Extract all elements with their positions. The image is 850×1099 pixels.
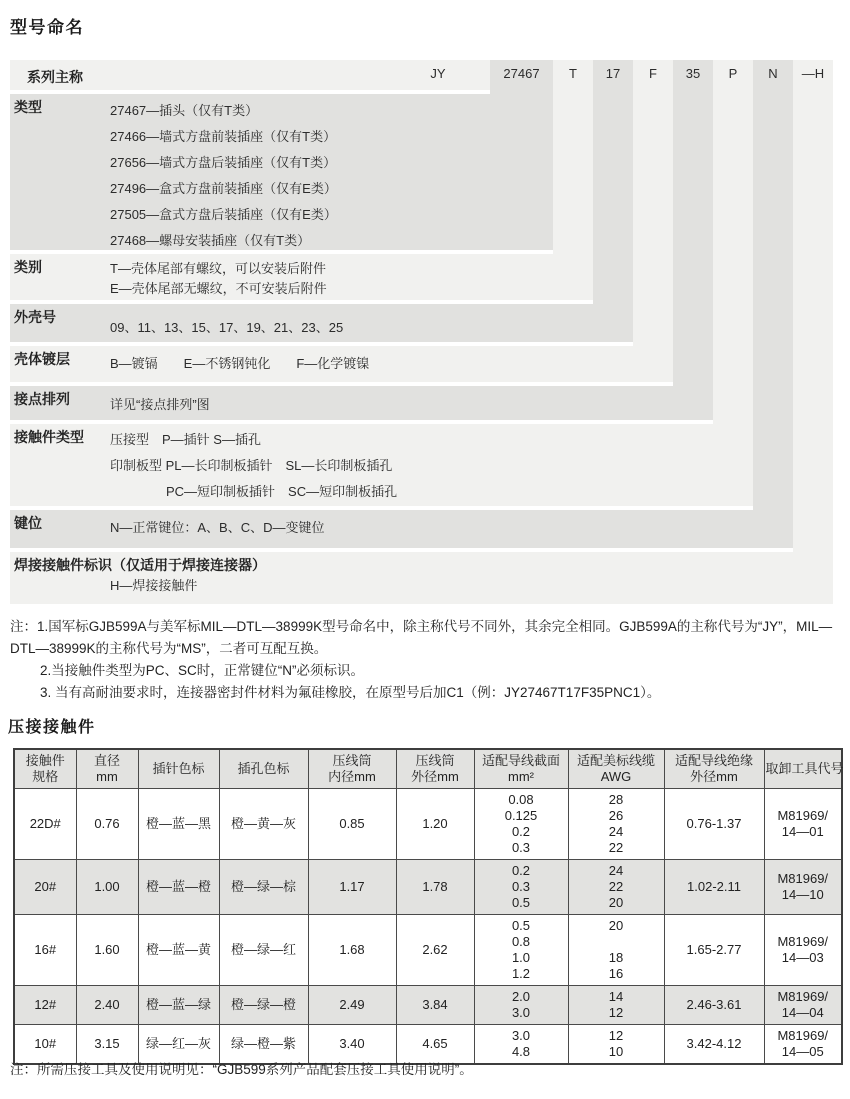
table-cell: 3.0 4.8	[474, 1025, 568, 1065]
column-header: 插针色标	[138, 749, 219, 789]
table-cell: 2.40	[76, 986, 138, 1025]
insert-arrangement-note: 详见“接点排列”图	[110, 397, 210, 412]
table-cell: 0.76	[76, 789, 138, 860]
table-cell: 10#	[14, 1025, 76, 1065]
table-cell: 24 22 20	[568, 860, 664, 915]
table-cell: 橙—绿—红	[219, 915, 308, 986]
column-stripe	[673, 90, 713, 420]
section-label-class: 类别	[14, 259, 42, 275]
series-name-label: 系列主称	[27, 69, 83, 85]
table-cell: 2.0 3.0	[474, 986, 568, 1025]
table-cell: 3.42-4.12	[664, 1025, 764, 1065]
table-cell: 橙—绿—棕	[219, 860, 308, 915]
table-cell: 1.65-2.77	[664, 915, 764, 986]
column-stripe	[753, 90, 793, 548]
type-option: 27466—墙式方盘前装插座（仅有T类）	[110, 129, 337, 144]
table-cell: 20#	[14, 860, 76, 915]
column-header: 适配美标线缆 AWG	[568, 749, 664, 789]
code-part: 35	[685, 66, 701, 81]
type-option: 27467—插头（仅有T类）	[110, 103, 259, 118]
section-label-keying: 键位	[14, 515, 42, 531]
plating-options: B—镀镉 E—不锈钢钝化 F—化学镀镍	[110, 356, 370, 371]
table-cell: 12#	[14, 986, 76, 1025]
code-part: JY	[430, 66, 446, 81]
type-option: 27656—墙式方盘后装插座（仅有T类）	[110, 155, 337, 170]
table-row	[14, 915, 842, 986]
table-cell: 14 12	[568, 986, 664, 1025]
type-option: 27468—螺母安装插座（仅有T类）	[110, 233, 311, 248]
table-cell: 2.46-3.61	[664, 986, 764, 1025]
table-cell: 4.65	[396, 1025, 474, 1065]
table-cell: 1.20	[396, 789, 474, 860]
note-text: 1.国军标GJB599A与美军标MIL—DTL—38999K型号命名中，除主称代号不同外，其余完全相同。GJB599A的主称代号为“JY”，MIL—DTL—38999K的主称代号为“MS”，二者可互配互换。	[10, 619, 833, 656]
crimp-section-title: 压接接触件	[8, 719, 96, 736]
column-header: 直径 mm	[76, 749, 138, 789]
table-cell: M81969/ 14—03	[764, 915, 842, 986]
table-cell: 3.84	[396, 986, 474, 1025]
table-cell: 橙—蓝—黄	[138, 915, 219, 986]
table-cell: M81969/ 14—10	[764, 860, 842, 915]
table-cell: 1.60	[76, 915, 138, 986]
table-cell: 0.76-1.37	[664, 789, 764, 860]
table-cell: M81969/ 14—04	[764, 986, 842, 1025]
note-line-1	[10, 616, 843, 660]
table-row	[14, 789, 842, 860]
contact-type-option: 印制板型 PL—长印制板插针 SL—长印制板插孔	[110, 458, 393, 473]
note-line-2: 2.当接触件类型为PC、SC时，正常键位“N”必须标识。	[40, 663, 365, 678]
section-label-solder-mark: 焊接接触件标识（仅适用于焊接连接器）	[14, 557, 266, 573]
section-label-insert-arrangement: 接点排列	[14, 391, 70, 407]
code-part: P	[728, 66, 738, 81]
table-cell: 1.00	[76, 860, 138, 915]
table-cell: 20 18 16	[568, 915, 664, 986]
column-header: 接触件 规格	[14, 749, 76, 789]
table-cell: 22D#	[14, 789, 76, 860]
table-cell: 0.85	[308, 789, 396, 860]
contact-type-option: 压接型 P—插针 S—插孔	[110, 432, 261, 447]
table-cell: 0.2 0.3 0.5	[474, 860, 568, 915]
type-option: 27505—盒式方盘后装插座（仅有E类）	[110, 207, 337, 222]
section-label-contact-type: 接触件类型	[14, 429, 84, 445]
table-cell: 1.68	[308, 915, 396, 986]
class-option: E—壳体尾部无螺纹，不可安装后附件	[110, 281, 327, 296]
table-header-row	[14, 749, 842, 789]
table-row	[14, 860, 842, 915]
code-part: F	[649, 66, 657, 81]
contact-type-option: PC—短印制板插针 SC—短印制板插孔	[166, 484, 398, 499]
table-cell: 橙—蓝—绿	[138, 986, 219, 1025]
code-part: —H	[801, 66, 825, 81]
table-cell: 0.5 0.8 1.0 1.2	[474, 915, 568, 986]
table-cell: 橙—绿—橙	[219, 986, 308, 1025]
column-header: 适配导线截面 mm²	[474, 749, 568, 789]
table-cell: 1.17	[308, 860, 396, 915]
section-band	[10, 94, 553, 250]
table-cell: 橙—蓝—黑	[138, 789, 219, 860]
crimp-contact-table	[13, 748, 843, 1065]
table-cell: 橙—黄—灰	[219, 789, 308, 860]
table-cell: 16#	[14, 915, 76, 986]
keying-options: N—正常键位：A、B、C、D—变键位	[110, 520, 325, 535]
table-cell: 28 26 24 22	[568, 789, 664, 860]
table-cell: M81969/ 14—01	[764, 789, 842, 860]
column-header: 插孔色标	[219, 749, 308, 789]
solder-mark-option: H—焊接接触件	[110, 578, 198, 593]
section-label-type: 类型	[14, 99, 42, 115]
table-cell: 12 10	[568, 1025, 664, 1065]
table-cell: 1.02-2.11	[664, 860, 764, 915]
class-option: T—壳体尾部有螺纹，可以安装后附件	[110, 261, 326, 276]
table-cell: 2.62	[396, 915, 474, 986]
table-cell: 3.15	[76, 1025, 138, 1065]
column-stripe	[793, 90, 833, 604]
shell-size-options: 09、11、13、15、17、19、21、23、25	[110, 320, 344, 335]
tool-footnote: 注：所需压接工具及使用说明见：“GJB599系列产品配套压接工具使用说明”。	[10, 1062, 473, 1077]
table-row	[14, 986, 842, 1025]
table-cell: 绿—橙—紫	[219, 1025, 308, 1065]
code-part: 17	[605, 66, 621, 81]
note-prefix: 注：	[10, 619, 37, 634]
table-cell: 橙—蓝—橙	[138, 860, 219, 915]
table-cell: M81969/ 14—05	[764, 1025, 842, 1065]
section-label-shell-size: 外壳号	[14, 309, 56, 325]
type-option: 27496—盒式方盘前装插座（仅有E类）	[110, 181, 337, 196]
note-line-3: 3. 当有高耐油要求时，连接器密封件材料为氟硅橡胶，在原型号后加C1（例：JY27467T17F35PNC1）。	[40, 685, 661, 700]
column-header: 适配导线绝缘 外径mm	[664, 749, 764, 789]
table-cell: 绿—红—灰	[138, 1025, 219, 1065]
table-cell: 2.49	[308, 986, 396, 1025]
column-stripe	[633, 90, 673, 382]
column-header: 压线筒 外径mm	[396, 749, 474, 789]
table-cell: 3.40	[308, 1025, 396, 1065]
page-title: 型号命名	[10, 18, 84, 37]
code-part: T	[569, 66, 577, 81]
code-part: 27467	[503, 66, 540, 81]
table-cell: 1.78	[396, 860, 474, 915]
table-cell: 0.08 0.125 0.2 0.3	[474, 789, 568, 860]
section-label-plating: 壳体镀层	[14, 351, 70, 367]
column-header: 取卸工具代号	[764, 749, 842, 789]
code-part: N	[768, 66, 778, 81]
naming-notes	[10, 616, 843, 704]
column-header: 压线筒 内径mm	[308, 749, 396, 789]
